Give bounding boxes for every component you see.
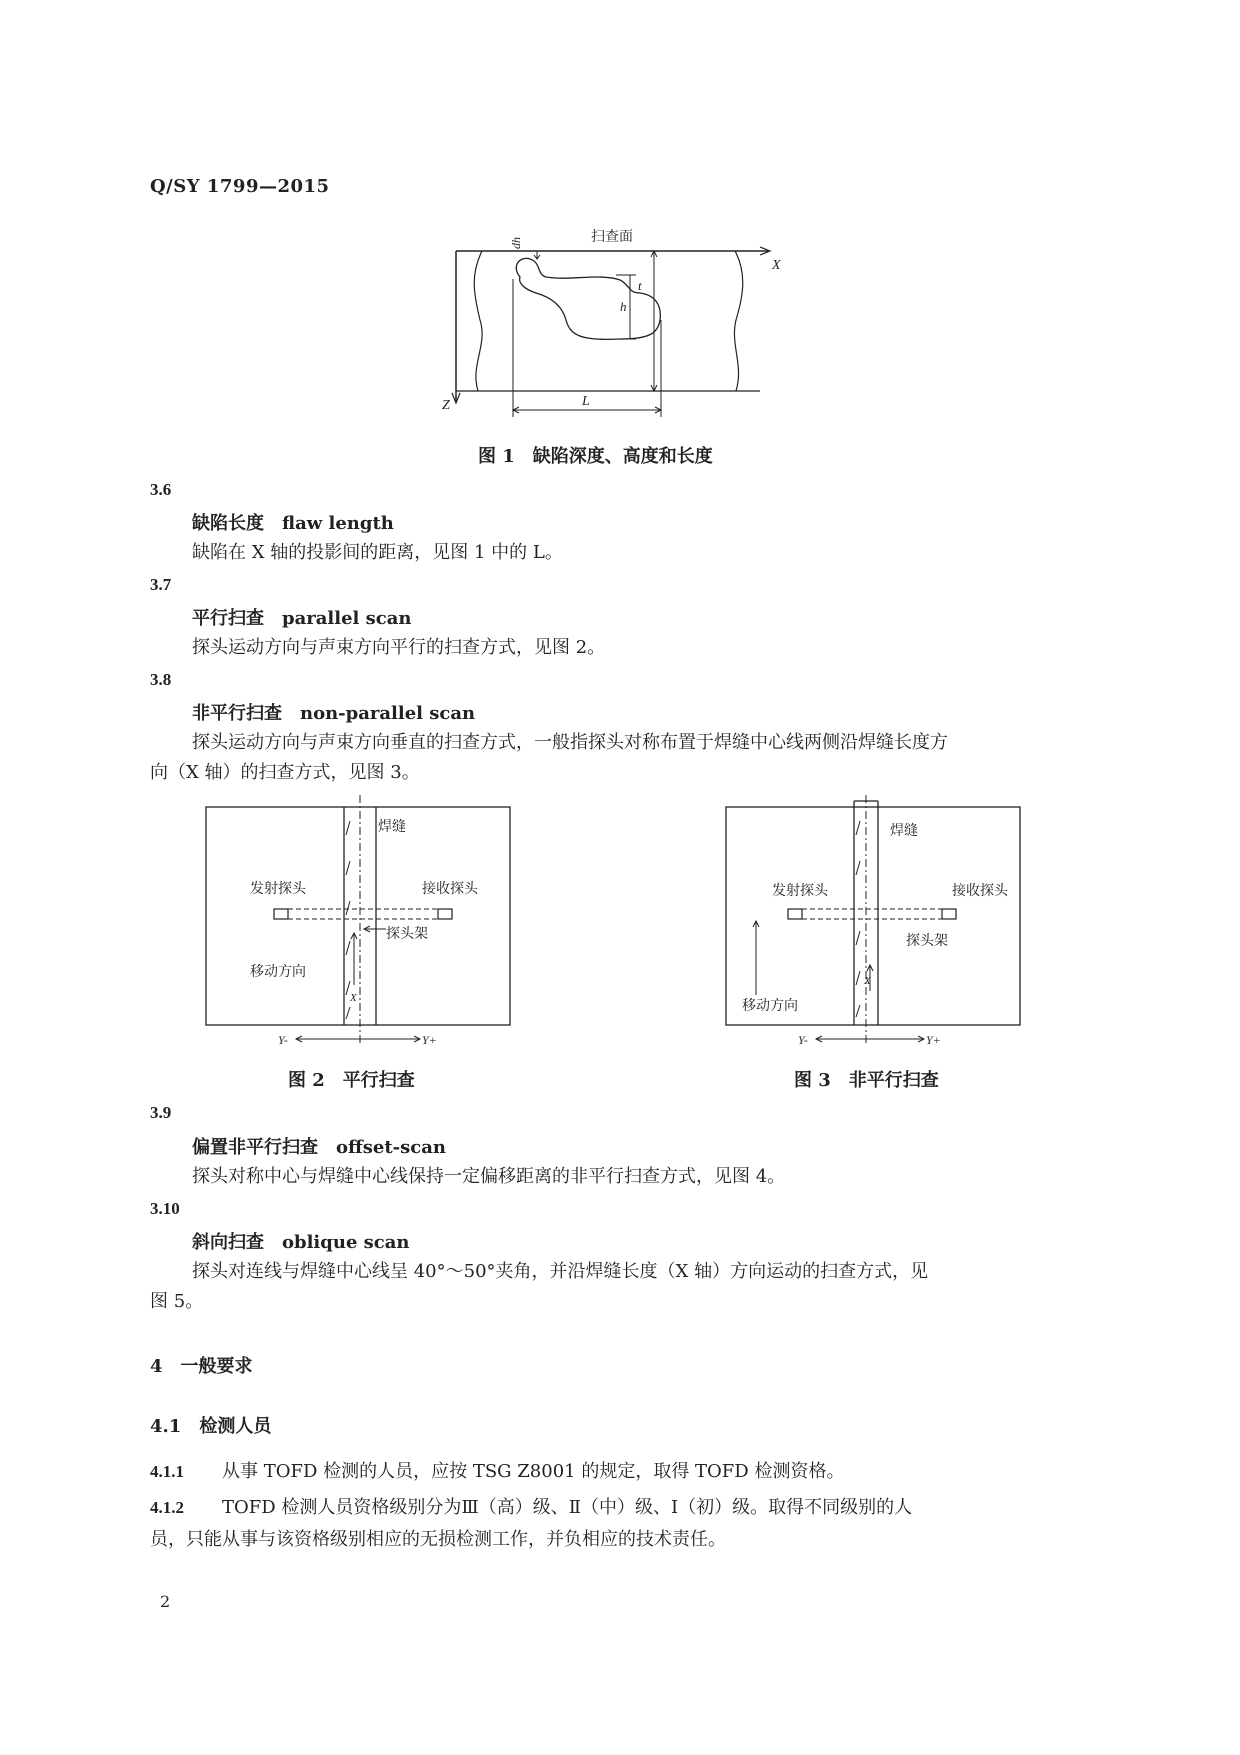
section-number: 3.7 — [150, 575, 172, 594]
receiver-label: 接收探头 — [422, 881, 478, 897]
dh-label: dh — [509, 237, 523, 249]
figure-1-diagram — [430, 225, 810, 430]
section-number: 3.9 — [150, 1103, 172, 1122]
y-plus-label: Y+ — [422, 1033, 437, 1047]
definition-text: 缺陷在 X 轴的投影间的距离，见图 1 中的 L。 — [192, 542, 563, 563]
figure-1-caption: 图 1 缺陷深度、高度和长度 — [478, 446, 713, 467]
scan-surface-label: 扫查面 — [591, 229, 633, 245]
x-axis-label: X — [350, 992, 357, 1004]
section-title: 4.1 检测人员 — [150, 1416, 272, 1437]
move-direction-label: 移动方向 — [742, 998, 798, 1014]
definition-text: 探头对称中心与焊缝中心线保持一定偏移距离的非平行扫查方式，见图 4。 — [192, 1166, 786, 1187]
move-direction-label: 移动方向 — [250, 964, 306, 980]
clause-text: 从事 TOFD 检测的人员，应按 TSG Z8001 的规定，取得 TOFD 检测资格。 — [222, 1461, 845, 1482]
clause-number: 4.1.1 — [150, 1462, 184, 1481]
y-minus-label: Y- — [278, 1033, 288, 1047]
clause-text: 员，只能从事与该资格级别相应的无损检测工作，并负相应的技术责任。 — [150, 1529, 726, 1550]
figure-3-diagram — [720, 795, 1040, 1055]
term-heading: 偏置非平行扫查 offset-scan — [192, 1137, 446, 1158]
clause-number: 4.1.2 — [150, 1498, 184, 1517]
transmitter-label: 发射探头 — [250, 881, 306, 897]
receiver-label: 接收探头 — [952, 883, 1008, 899]
section-number: 3.10 — [150, 1199, 180, 1218]
h-label: h — [620, 299, 627, 314]
section-number: 3.6 — [150, 480, 172, 499]
page-number: 2 — [160, 1592, 171, 1611]
figure-3-caption: 图 3 非平行扫查 — [794, 1070, 939, 1091]
probe-frame-label: 探头架 — [906, 933, 948, 949]
definition-text: 向（X 轴）的扫查方式，见图 3。 — [150, 762, 420, 783]
document-code-header: Q/SY 1799—2015 — [150, 176, 330, 197]
figure-2-caption: 图 2 平行扫查 — [288, 1070, 415, 1091]
t-label: t — [638, 278, 642, 293]
x-axis-label: X — [772, 258, 781, 273]
clause-text: TOFD 检测人员资格级别分为Ⅲ（高）级、Ⅱ（中）级、Ⅰ（初）级。取得不同级别的人 — [222, 1497, 913, 1518]
L-label: L — [582, 394, 590, 409]
chapter-title: 4 一般要求 — [150, 1356, 253, 1377]
term-heading: 缺陷长度 flaw length — [192, 513, 394, 534]
x-axis-label: X — [864, 975, 871, 987]
y-minus-label: Y- — [798, 1033, 808, 1047]
term-heading: 平行扫查 parallel scan — [192, 608, 412, 629]
weld-label: 焊缝 — [378, 819, 406, 835]
z-axis-label: Z — [442, 398, 450, 413]
figure-2-diagram — [200, 795, 520, 1055]
y-plus-label: Y+ — [926, 1033, 941, 1047]
definition-text: 探头运动方向与声束方向垂直的扫查方式，一般指探头对称布置于焊缝中心线两侧沿焊缝长度方 — [192, 732, 948, 753]
section-number: 3.8 — [150, 670, 172, 689]
term-heading: 非平行扫查 non-parallel scan — [192, 703, 476, 724]
definition-text: 探头对连线与焊缝中心线呈 40°～50°夹角，并沿焊缝长度（X 轴）方向运动的扫查方式，见 — [192, 1261, 929, 1282]
probe-frame-label: 探头架 — [386, 926, 428, 942]
definition-text: 探头运动方向与声束方向平行的扫查方式，见图 2。 — [192, 637, 606, 658]
term-heading: 斜向扫查 oblique scan — [192, 1232, 410, 1253]
definition-text: 图 5。 — [150, 1291, 204, 1312]
transmitter-label: 发射探头 — [772, 883, 828, 899]
weld-label: 焊缝 — [890, 823, 918, 839]
